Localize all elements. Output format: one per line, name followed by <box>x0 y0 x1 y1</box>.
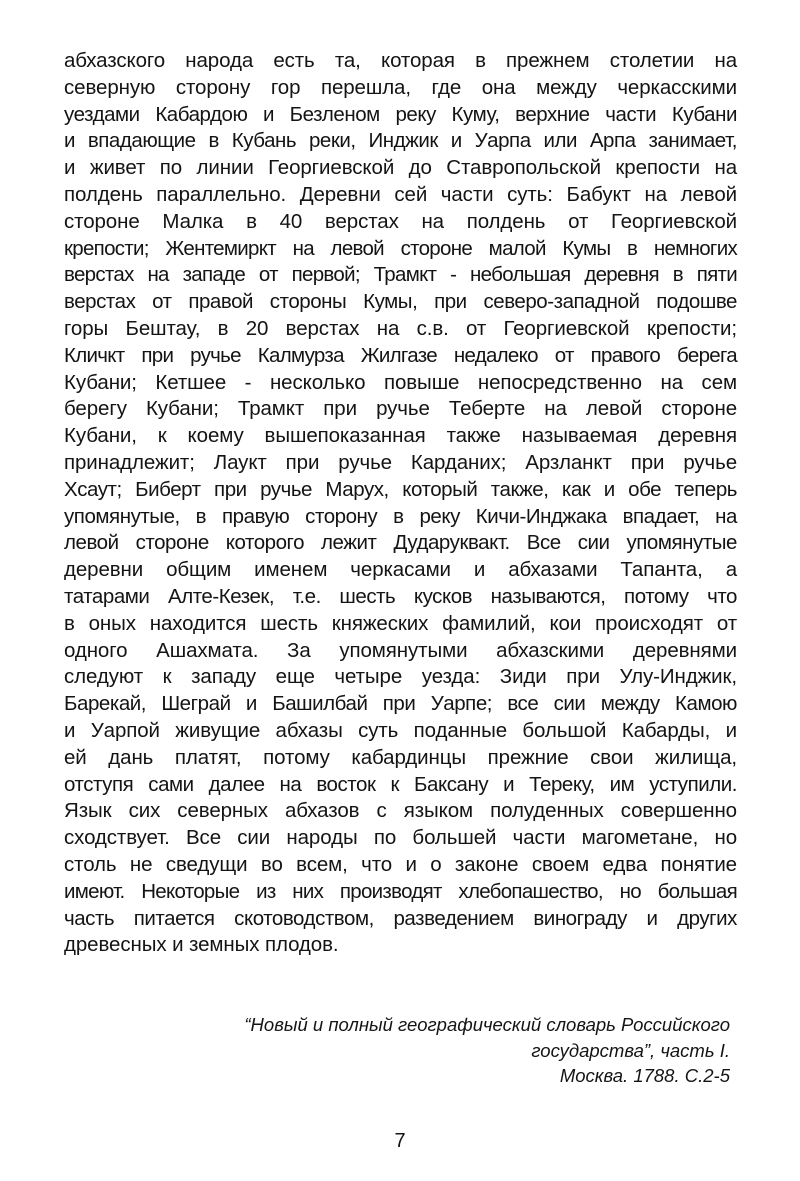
text-line: берегу Кубани; Трамкт при ручье Теберте на левой стороне <box>64 397 737 421</box>
text-line: и живет по линии Георгиевской до Ставропольской крепости на <box>64 156 737 180</box>
text-line: отступя сами далее на восток к Баксану и Тереку, им уступили. <box>64 772 737 796</box>
text-line: левой стороне которого лежит Дударуквакт. Все сии упомянутые <box>64 531 737 555</box>
text-line: деревни общим именем черкасами и абхазами Тапанта, а <box>64 558 737 582</box>
text-line: Кубани; Кетшее - несколько повыше непосредственно на сем <box>64 370 737 394</box>
text-line: столь не сведущи во всем, что и о законе своем едва понятие <box>64 852 737 876</box>
text-line: уездами Кабардою и Безленом реку Куму, верхние части Кубани <box>64 102 737 126</box>
text-line: древесных и земных плодов. <box>64 933 339 957</box>
text-line: упомянутые, в правую сторону в реку Кичи-Инджака впадает, на <box>64 504 737 528</box>
text-line: татарами Алте-Кезек, т.е. шесть кусков называются, потому что <box>64 584 737 608</box>
text-line: Кличкт при ручье Калмурза Жилгазе недалеко от правого берега <box>64 343 737 367</box>
body-text <box>64 48 737 959</box>
text-line: крепости; Жентемиркт на левой стороне малой Кумы в немногих <box>64 236 737 260</box>
text-line: стороне Малка в 40 верстах на полдень от Георгиевской <box>64 209 737 233</box>
text-line: имеют. Некоторые из них производят хлебопашество, но большая <box>64 879 737 903</box>
text-line: северную сторону гор перешла, где она между черкасскими <box>64 75 737 99</box>
citation-line: “Новый и полный географический словарь Российского <box>244 1014 730 1035</box>
text-line: полдень параллельно. Деревни сей части суть: Бабукт на левой <box>64 182 737 206</box>
text-line: и впадающие в Кубань реки, Инджик и Уарпа или Арпа занимает, <box>64 129 737 153</box>
text-line: верстах на западе от первой; Трамкт - небольшая деревня в пяти <box>64 263 737 287</box>
text-line: Хсаут; Биберт при ручье Марух, который также, как и обе теперь <box>64 477 737 501</box>
source-citation <box>170 1012 730 1089</box>
text-line: в оных находится шесть княжеских фамилий, кои происходят от <box>64 611 737 635</box>
text-line: горы Бештау, в 20 верстах на с.в. от Георгиевской крепости; <box>64 316 737 340</box>
citation-line: Москва. 1788. С.2-5 <box>559 1065 730 1086</box>
citation-line: государства”, часть I. <box>531 1039 730 1061</box>
text-line: Кубани, к коему вышепоказанная также называемая деревня <box>64 424 737 448</box>
text-line: абхазского народа есть та, которая в прежнем столетии на <box>64 49 737 72</box>
text-line: верстах от правой стороны Кумы, при северо-западной подошве <box>64 290 737 314</box>
text-line: одного Ашахмата. За упомянутыми абхазскими деревнями <box>64 638 737 662</box>
text-line: и Уарпой живущие абхазы суть поданные большой Кабарды, и <box>64 718 737 742</box>
text-line: Язык сих северных абхазов с языком полуденных совершенно <box>64 799 737 823</box>
page-number: 7 <box>394 1130 406 1152</box>
text-line: Барекай, Шеграй и Башилбай при Уарпе; все сии между Камою <box>64 692 737 716</box>
text-line: сходствует. Все сии народы по большей части магометане, но <box>64 826 737 850</box>
text-line: принадлежит; Лаукт при ручье Карданих; Арзланкт при ручье <box>64 450 737 474</box>
text-line: часть питается скотоводством, разведением винограду и других <box>64 906 737 930</box>
text-line: следуют к западу еще четыре уезда: Зиди при Улу-Инджик, <box>64 665 737 689</box>
text-line: ей дань платят, потому кабардинцы прежние свои жилища, <box>64 745 737 769</box>
